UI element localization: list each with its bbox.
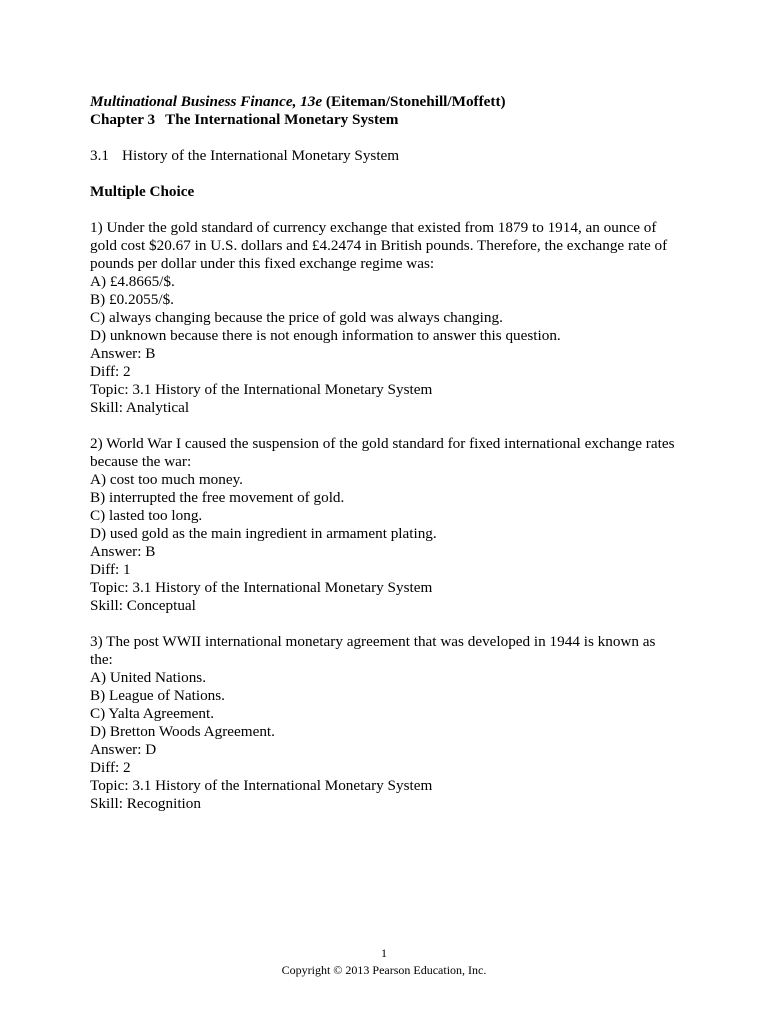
- question-stem-line: 3) The post WWII international monetary agreement that was developed in 1944 is known as: [90, 633, 656, 650]
- topic: Topic: 3.1 History of the International Monetary System: [90, 381, 433, 398]
- question-stem-line: gold cost $20.67 in U.S. dollars and £4.2474 in British pounds. Therefore, the exchange rate of: [90, 237, 668, 254]
- skill: Skill: Conceptual: [90, 597, 196, 614]
- question-type-heading: Multiple Choice: [90, 183, 195, 200]
- answer-option-d: D) unknown because there is not enough information to answer this question.: [90, 327, 561, 344]
- topic: Topic: 3.1 History of the International Monetary System: [90, 579, 433, 596]
- answer-option-d: D) Bretton Woods Agreement.: [90, 723, 275, 740]
- answer-option-b: B) League of Nations.: [90, 687, 225, 704]
- answer-key: Answer: B: [90, 543, 156, 560]
- section-heading: [90, 147, 690, 165]
- answer-option-c: C) lasted too long.: [90, 507, 203, 524]
- answer-key: Answer: D: [90, 741, 157, 758]
- answer-option-b: B) interrupted the free movement of gold.: [90, 489, 345, 506]
- chapter-label: Chapter 3: [90, 111, 156, 128]
- answer-option-b: B) £0.2055/$.: [90, 291, 174, 308]
- answer-option-d: D) used gold as the main ingredient in armament plating.: [90, 525, 437, 542]
- answer-option-a: A) United Nations.: [90, 669, 206, 686]
- answer-option-c: C) Yalta Agreement.: [90, 705, 215, 722]
- question-stem-line: 1) Under the gold standard of currency exchange that existed from 1879 to 1914, an ounce of: [90, 219, 657, 236]
- section-title: History of the International Monetary System: [122, 147, 400, 164]
- book-title: Multinational Business Finance, 13e: [90, 93, 323, 110]
- book-header: [90, 93, 690, 111]
- chapter-title: The International Monetary System: [165, 111, 399, 128]
- question-stem-line: pounds per dollar under this fixed exchange regime was:: [90, 255, 435, 272]
- skill: Skill: Recognition: [90, 795, 201, 812]
- difficulty: Diff: 2: [90, 363, 131, 380]
- answer-key: Answer: B: [90, 345, 156, 362]
- answer-option-a: A) £4.8665/$.: [90, 273, 175, 290]
- difficulty: Diff: 1: [90, 561, 131, 578]
- question-stem-line: the:: [90, 651, 113, 668]
- question-stem-line: 2) World War I caused the suspension of the gold standard for fixed international exchange rates: [90, 435, 675, 452]
- page-number: 1: [381, 946, 387, 960]
- book-authors: (Eiteman/Stonehill/Moffett): [322, 93, 506, 110]
- difficulty: Diff: 2: [90, 759, 131, 776]
- section-number: 3.1: [90, 147, 109, 164]
- copyright-notice: Copyright © 2013 Pearson Education, Inc.: [281, 963, 487, 977]
- topic: Topic: 3.1 History of the International Monetary System: [90, 777, 433, 794]
- question-3: [90, 633, 690, 813]
- question-2: [90, 435, 690, 615]
- skill: Skill: Analytical: [90, 399, 190, 416]
- chapter-heading: [90, 111, 690, 129]
- question-stem-line: because the war:: [90, 453, 192, 470]
- document-page: [90, 93, 690, 813]
- answer-option-a: A) cost too much money.: [90, 471, 243, 488]
- answer-option-c: C) always changing because the price of gold was always changing.: [90, 309, 503, 326]
- question-1: [90, 219, 690, 417]
